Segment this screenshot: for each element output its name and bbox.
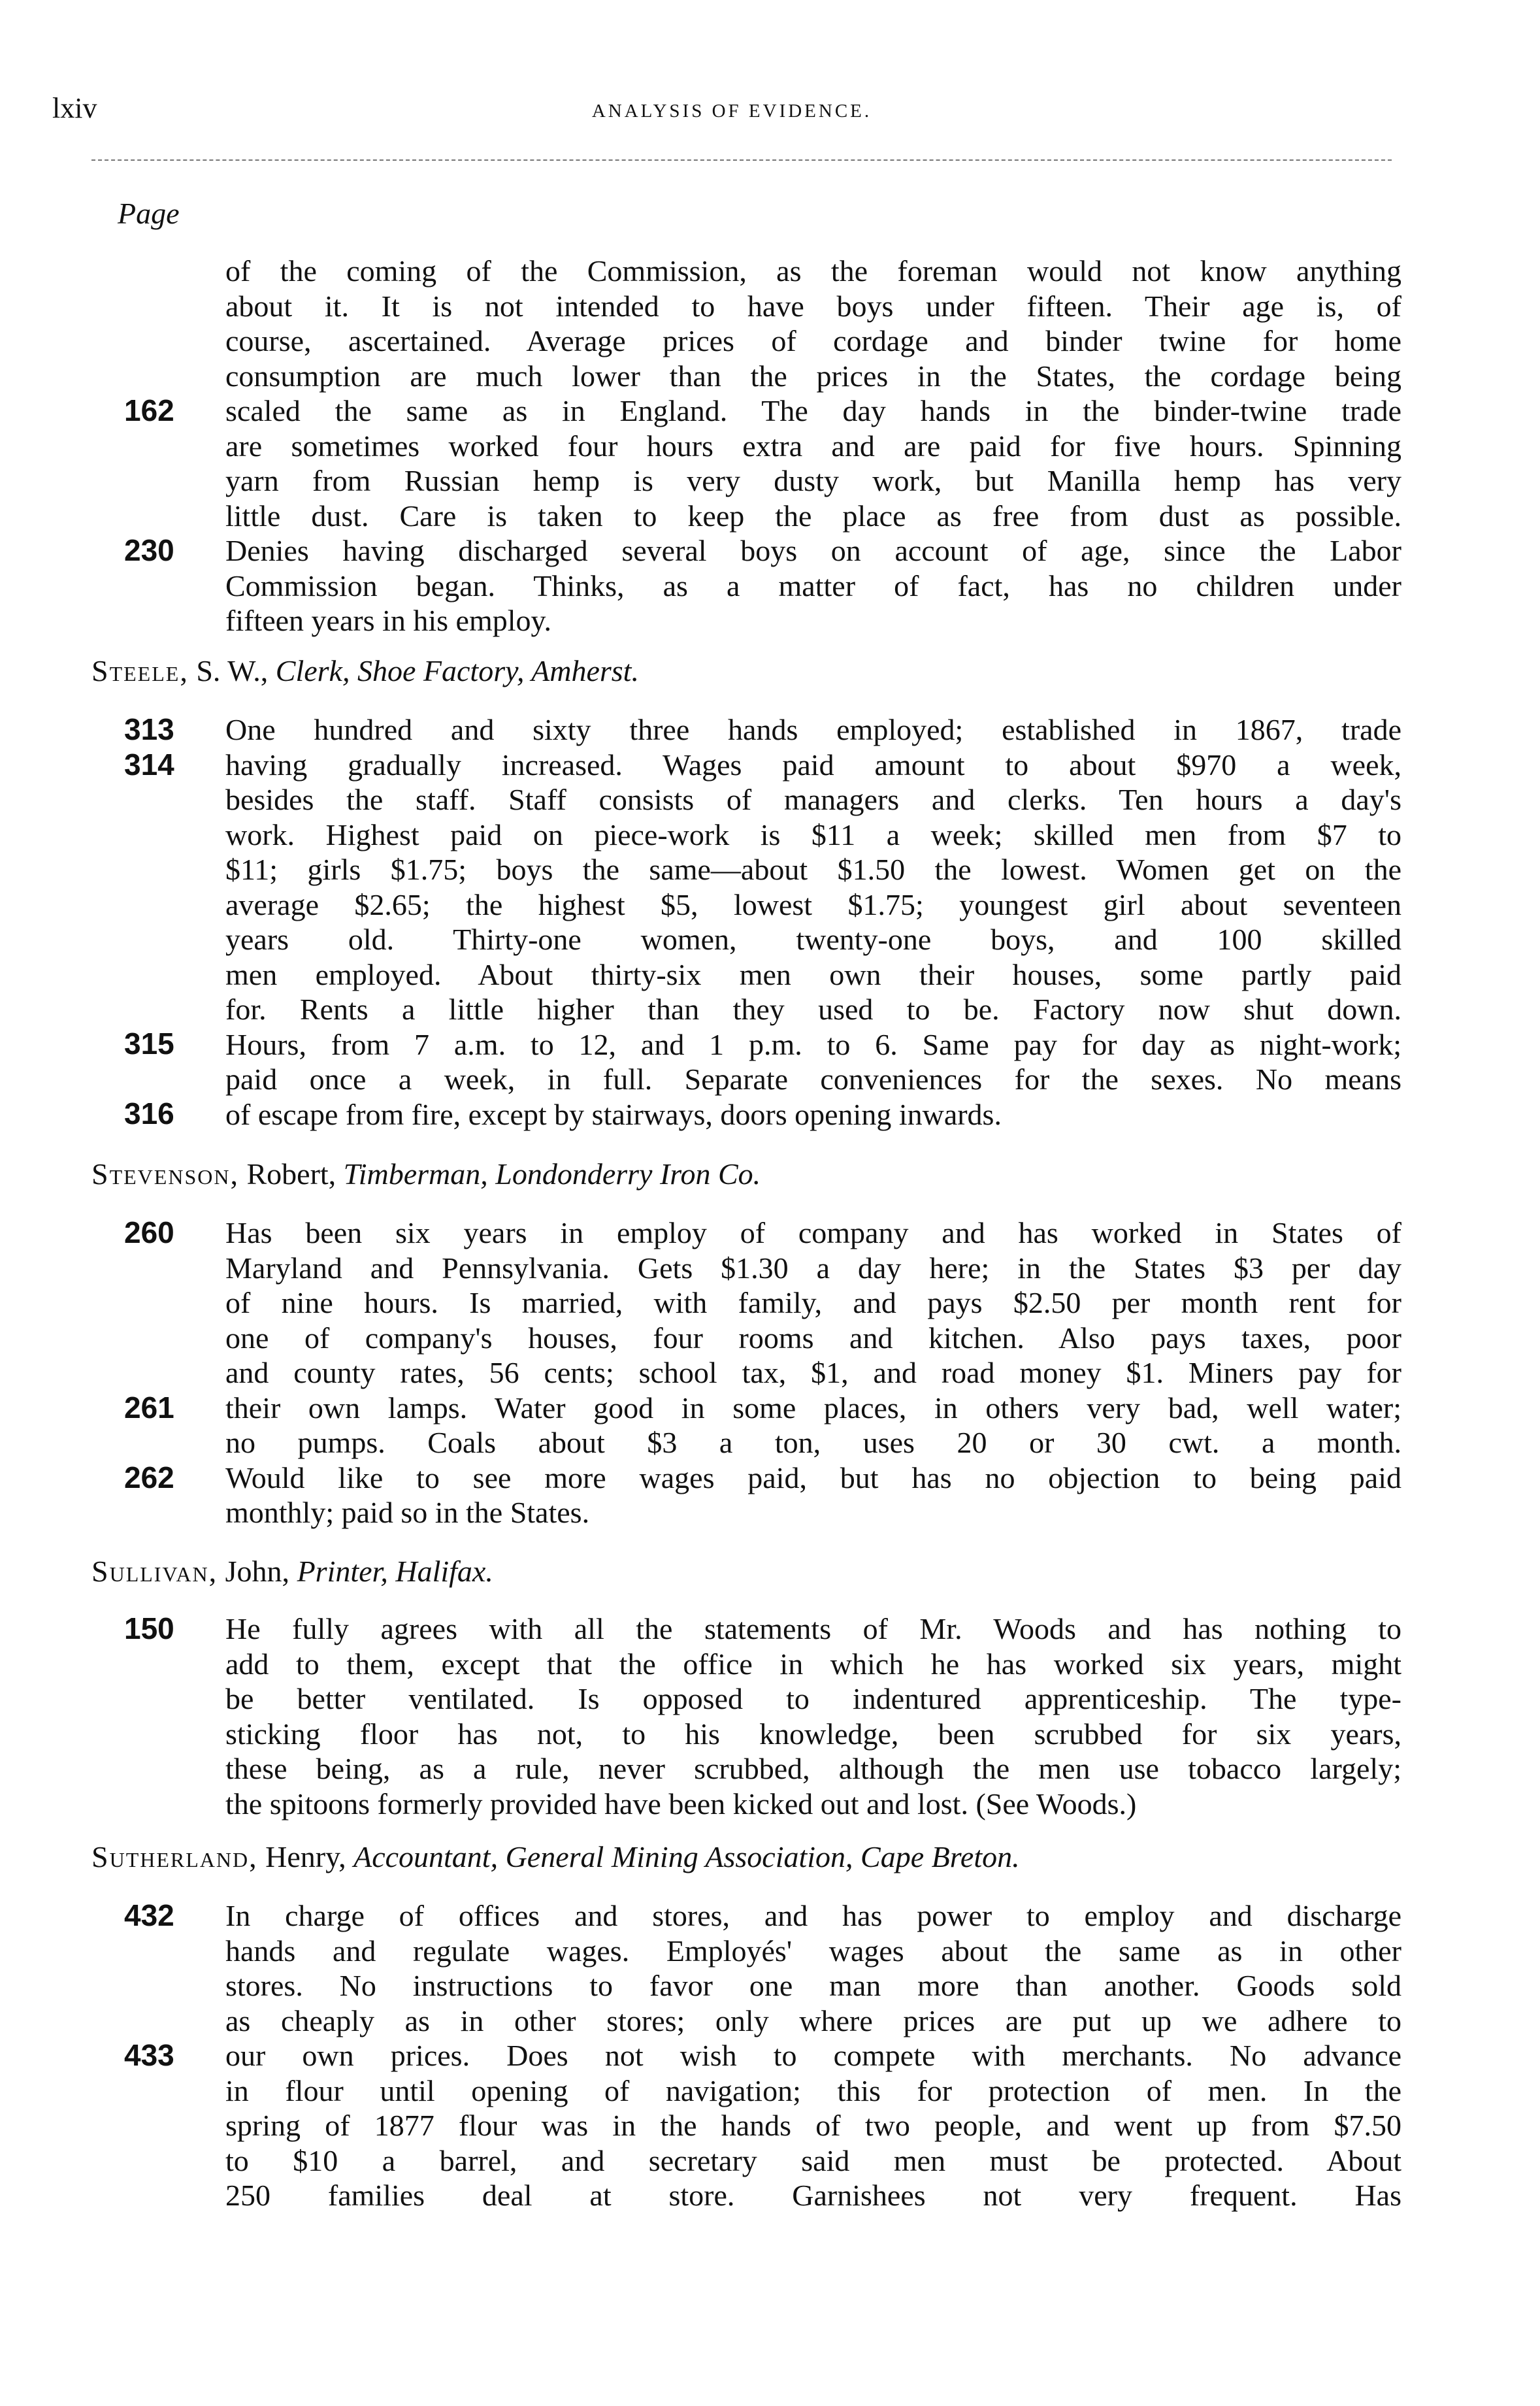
witness-initials: S. W., [188, 654, 276, 687]
text-line: for. Rents a little higher than they used to be. Factory now shut down. [225, 993, 1401, 1026]
witness-paragraph-sutherland [225, 1898, 1401, 2213]
witness-paragraph-sullivan [225, 1611, 1401, 1821]
text-line: One hundred and sixty three hands employed; established in 1867, trade [225, 713, 1401, 746]
page-number-ref: 260 [124, 1215, 174, 1249]
page-number-ref: 314 [124, 748, 174, 782]
page-header [52, 91, 1411, 131]
page-number-ref: 162 [124, 393, 174, 427]
witness-heading-stevenson [91, 1157, 761, 1192]
text-line: in flour until opening of navigation; this for protection of men. In the [225, 2073, 1401, 2107]
witness-heading-steele [91, 653, 639, 689]
text-line: as cheaply as in other stores; only where prices are put up we adhere to [225, 2003, 1401, 2037]
page-number-ref: 230 [124, 533, 174, 567]
text-line: hands and regulate wages. Employés' wages about the same as in other [225, 1934, 1401, 1968]
text-line: yarn from Russian hemp is very dusty work, but Manilla hemp has very [225, 464, 1401, 497]
text-line: average $2.65; the highest $5, lowest $1.75; youngest girl about seventeen [225, 887, 1401, 921]
page-number-ref: 262 [124, 1460, 174, 1494]
page-number-ref: 150 [124, 1611, 174, 1645]
witness-name: Sullivan, [91, 1555, 218, 1588]
text-line: Has been six years in employ of company and has worked in States of [225, 1216, 1401, 1249]
text-line: Would like to see more wages paid, but has no objection to being paid [225, 1460, 1401, 1494]
text-line: stores. No instructions to favor one man more than another. Goods sold [225, 1969, 1401, 2002]
text-line: the spitoons formerly provided have been kicked out and lost. (See Woods.) [225, 1787, 1137, 1821]
text-line: our own prices. Does not wish to compete with merchants. No advance [225, 2039, 1401, 2072]
text-line: sticking floor has not, to his knowledge, been scrubbed for six years, [225, 1717, 1401, 1751]
text-line: years old. Thirty-one women, twenty-one boys, and 100 skilled [225, 923, 1401, 956]
text-line: monthly; paid so in the States. [225, 1496, 590, 1529]
text-line: paid once a week, in full. Separate conveniences for the sexes. No means [225, 1063, 1401, 1096]
text-line: to $10 a barrel, and secretary said men must be protected. About [225, 2143, 1401, 2177]
text-line: $11; girls $1.75; boys the same—about $1.50 the lowest. Women get on the [225, 853, 1401, 886]
text-line: be better ventilated. Is opposed to indentured apprenticeship. The type- [225, 1682, 1401, 1715]
text-line: of the coming of the Commission, as the foreman would not know anything [225, 254, 1401, 288]
page-number-ref: 432 [124, 1898, 174, 1932]
text-line: course, ascertained. Average prices of cordage and binder twine for home [225, 324, 1401, 357]
text-line: no pumps. Coals about $3 a ton, uses 20 or 30 cwt. a month. [225, 1426, 1401, 1459]
page-number-ref: 315 [124, 1027, 174, 1061]
page-column-label: Page [118, 197, 180, 230]
text-line: besides the staff. Staff consists of managers and clerks. Ten hours a day's [225, 783, 1401, 816]
text-line: work. Highest paid on piece-work is $11 a week; skilled men from $7 to [225, 817, 1401, 851]
text-line: having gradually increased. Wages paid amount to about $970 a week, [225, 748, 1401, 782]
header-rule [91, 159, 1392, 161]
running-title: ANALYSIS OF EVIDENCE. [591, 101, 872, 122]
text-line: Maryland and Pennsylvania. Gets $1.30 a day here; in the States $3 per day [225, 1251, 1401, 1285]
text-line: fifteen years in his employ. [225, 604, 552, 637]
text-line: spring of 1877 flour was in the hands of two people, and went up from $7.50 [225, 2109, 1401, 2142]
text-line: these being, as a rule, never scrubbed, although the men use tobacco largely; [225, 1752, 1401, 1785]
folio-number: lxiv [52, 92, 97, 124]
witness-occupation: Clerk, Shoe Factory, Amherst. [275, 654, 639, 687]
witness-name: Sutherland, [91, 1840, 258, 1873]
witness-initials: John, [218, 1555, 297, 1588]
page-number-ref: 316 [124, 1096, 174, 1130]
text-line: scaled the same as in England. The day hands in the binder-twine trade [225, 394, 1401, 427]
text-line: consumption are much lower than the prices in the States, the cordage being [225, 359, 1401, 393]
witness-name: Steele, [91, 654, 189, 687]
text-line: about it. It is not intended to have boys under fifteen. Their age is, of [225, 289, 1401, 323]
page-number-ref: 433 [124, 2038, 174, 2072]
text-line: He fully agrees with all the statements of Mr. Woods and has nothing to [225, 1612, 1401, 1645]
witness-occupation: Printer, Halifax. [297, 1555, 493, 1588]
witness-initials: Henry, [257, 1840, 354, 1873]
text-line: Commission began. Thinks, as a matter of fact, has no children under [225, 569, 1401, 602]
page-number-ref: 261 [124, 1391, 174, 1425]
witness-paragraph-steele [225, 712, 1401, 1132]
witness-name: Stevenson, [91, 1157, 239, 1191]
text-line: of nine hours. Is married, with family, and pays $2.50 per month rent for [225, 1286, 1401, 1319]
witness-occupation: Accountant, General Mining Association, Cape Breton. [353, 1840, 1020, 1873]
witness-heading-sutherland [91, 1839, 1020, 1875]
witness-paragraph-stevenson [225, 1215, 1401, 1530]
page-number-ref: 313 [124, 712, 174, 746]
text-line: Hours, from 7 a.m. to 12, and 1 p.m. to 6. Same pay for day as night-work; [225, 1027, 1401, 1061]
text-line: and county rates, 56 cents; school tax, $1, and road money $1. Miners pay for [225, 1356, 1401, 1389]
text-line: one of company's houses, four rooms and kitchen. Also pays taxes, poor [225, 1321, 1401, 1355]
text-line: add to them, except that the office in which he has worked six years, might [225, 1647, 1401, 1681]
text-line: their own lamps. Water good in some places, in others very bad, well water; [225, 1391, 1401, 1425]
text-line: 250 families deal at store. Garnishees not very frequent. Has [225, 2179, 1401, 2212]
continuation-paragraph [225, 254, 1401, 638]
text-line: of escape from fire, except by stairways, doors opening inwards. [225, 1097, 1002, 1131]
text-line: are sometimes worked four hours extra and are paid for five hours. Spinning [225, 429, 1401, 463]
witness-heading-sullivan [91, 1554, 493, 1589]
text-line: men employed. About thirty-six men own their houses, some partly paid [225, 957, 1401, 991]
witness-occupation: Timberman, Londonderry Iron Co. [343, 1157, 761, 1191]
witness-initials: Robert, [238, 1157, 344, 1191]
text-line: Denies having discharged several boys on account of age, since the Labor [225, 534, 1401, 567]
text-line: little dust. Care is taken to keep the place as free from dust as possible. [225, 499, 1401, 533]
text-line: In charge of offices and stores, and has power to employ and discharge [225, 1899, 1401, 1932]
